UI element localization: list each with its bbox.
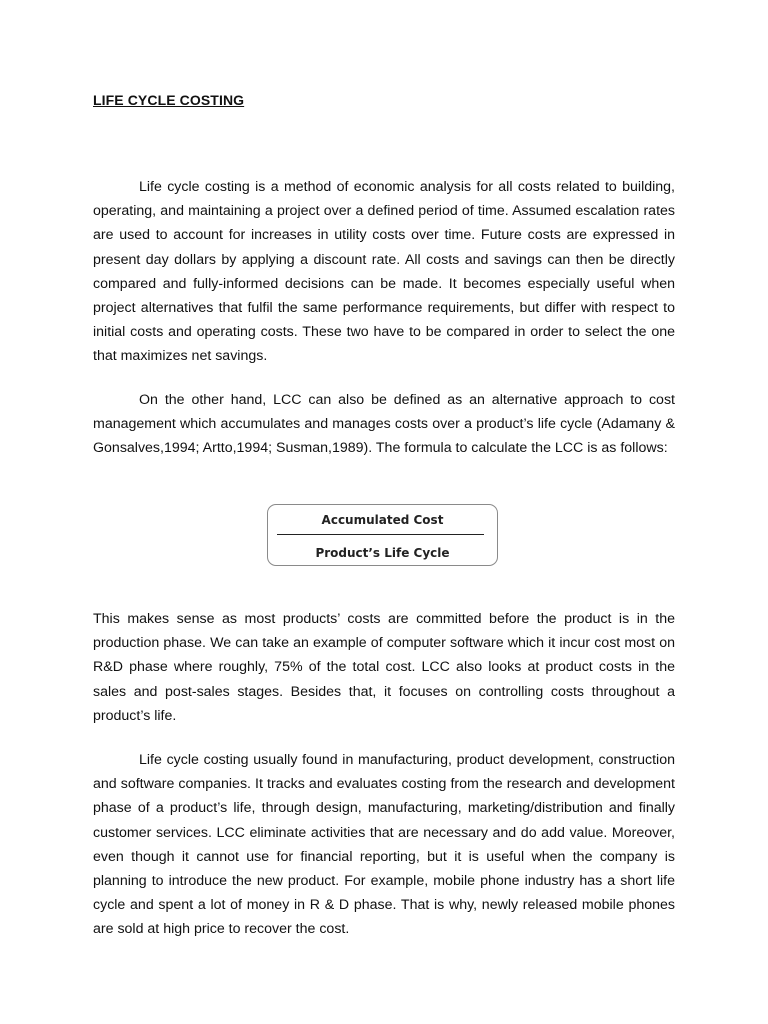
paragraph-usage: Life cycle costing usually found in manufacturing, product development, construction and software companies. It tracks and evaluates costing from the research and development phase of a product’s life, through design, manufacturing, marketing/distribution and finally customer services. LCC eliminate activities that are necessary and do add value. Moreover, even though it cannot use for financial reporting, but it is useful when the company is planning to introduce the new product. For example, mobile phone industry has a short life cycle and spent a lot of money in R & D phase. That is why, newly released mobile phones are sold at high price to recover the cost. bbox=[93, 752, 675, 938]
paragraph-alternative-definition: On the other hand, LCC can also be defined as an alternative approach to cost management which accumulates and manages costs over a product’s life cycle (Adamany & Gonsalves,1994; Artto,1994; Susman,1989). The formula to calculate the LCC is as follows: bbox=[93, 392, 675, 457]
fraction-line bbox=[277, 534, 484, 535]
paragraph-definition: Life cycle costing is a method of economic analysis for all costs related to building, operating, and maintaining a project over a defined period of time. Assumed escalation rates are used to account for increases in utility costs over time. Future costs are expressed in present day dollars by applying a discount rate. All costs and savings can then be directly compared and fully-informed decisions can be made. It becomes especially useful when project alternatives that fulfil the same performance requirements, but differ with respect to initial costs and operating costs. These two have to be compared in order to select the one that maximizes net savings. bbox=[93, 179, 675, 365]
formula-denominator: Product’s Life Cycle bbox=[315, 546, 450, 560]
paragraph-committed-costs: This makes sense as most products’ costs are committed before the product is in the production phase. We can take an example of computer software which it incur cost most on R&D phase where roughly, 75% of the total cost. LCC also looks at product costs in the sales and post-sales stages. Besides that, it focuses on controlling costs throughout a product’s life. bbox=[93, 611, 675, 724]
page-title: LIFE CYCLE COSTING bbox=[93, 92, 245, 108]
formula-box bbox=[267, 504, 498, 566]
formula-numerator: Accumulated Cost bbox=[321, 513, 444, 527]
